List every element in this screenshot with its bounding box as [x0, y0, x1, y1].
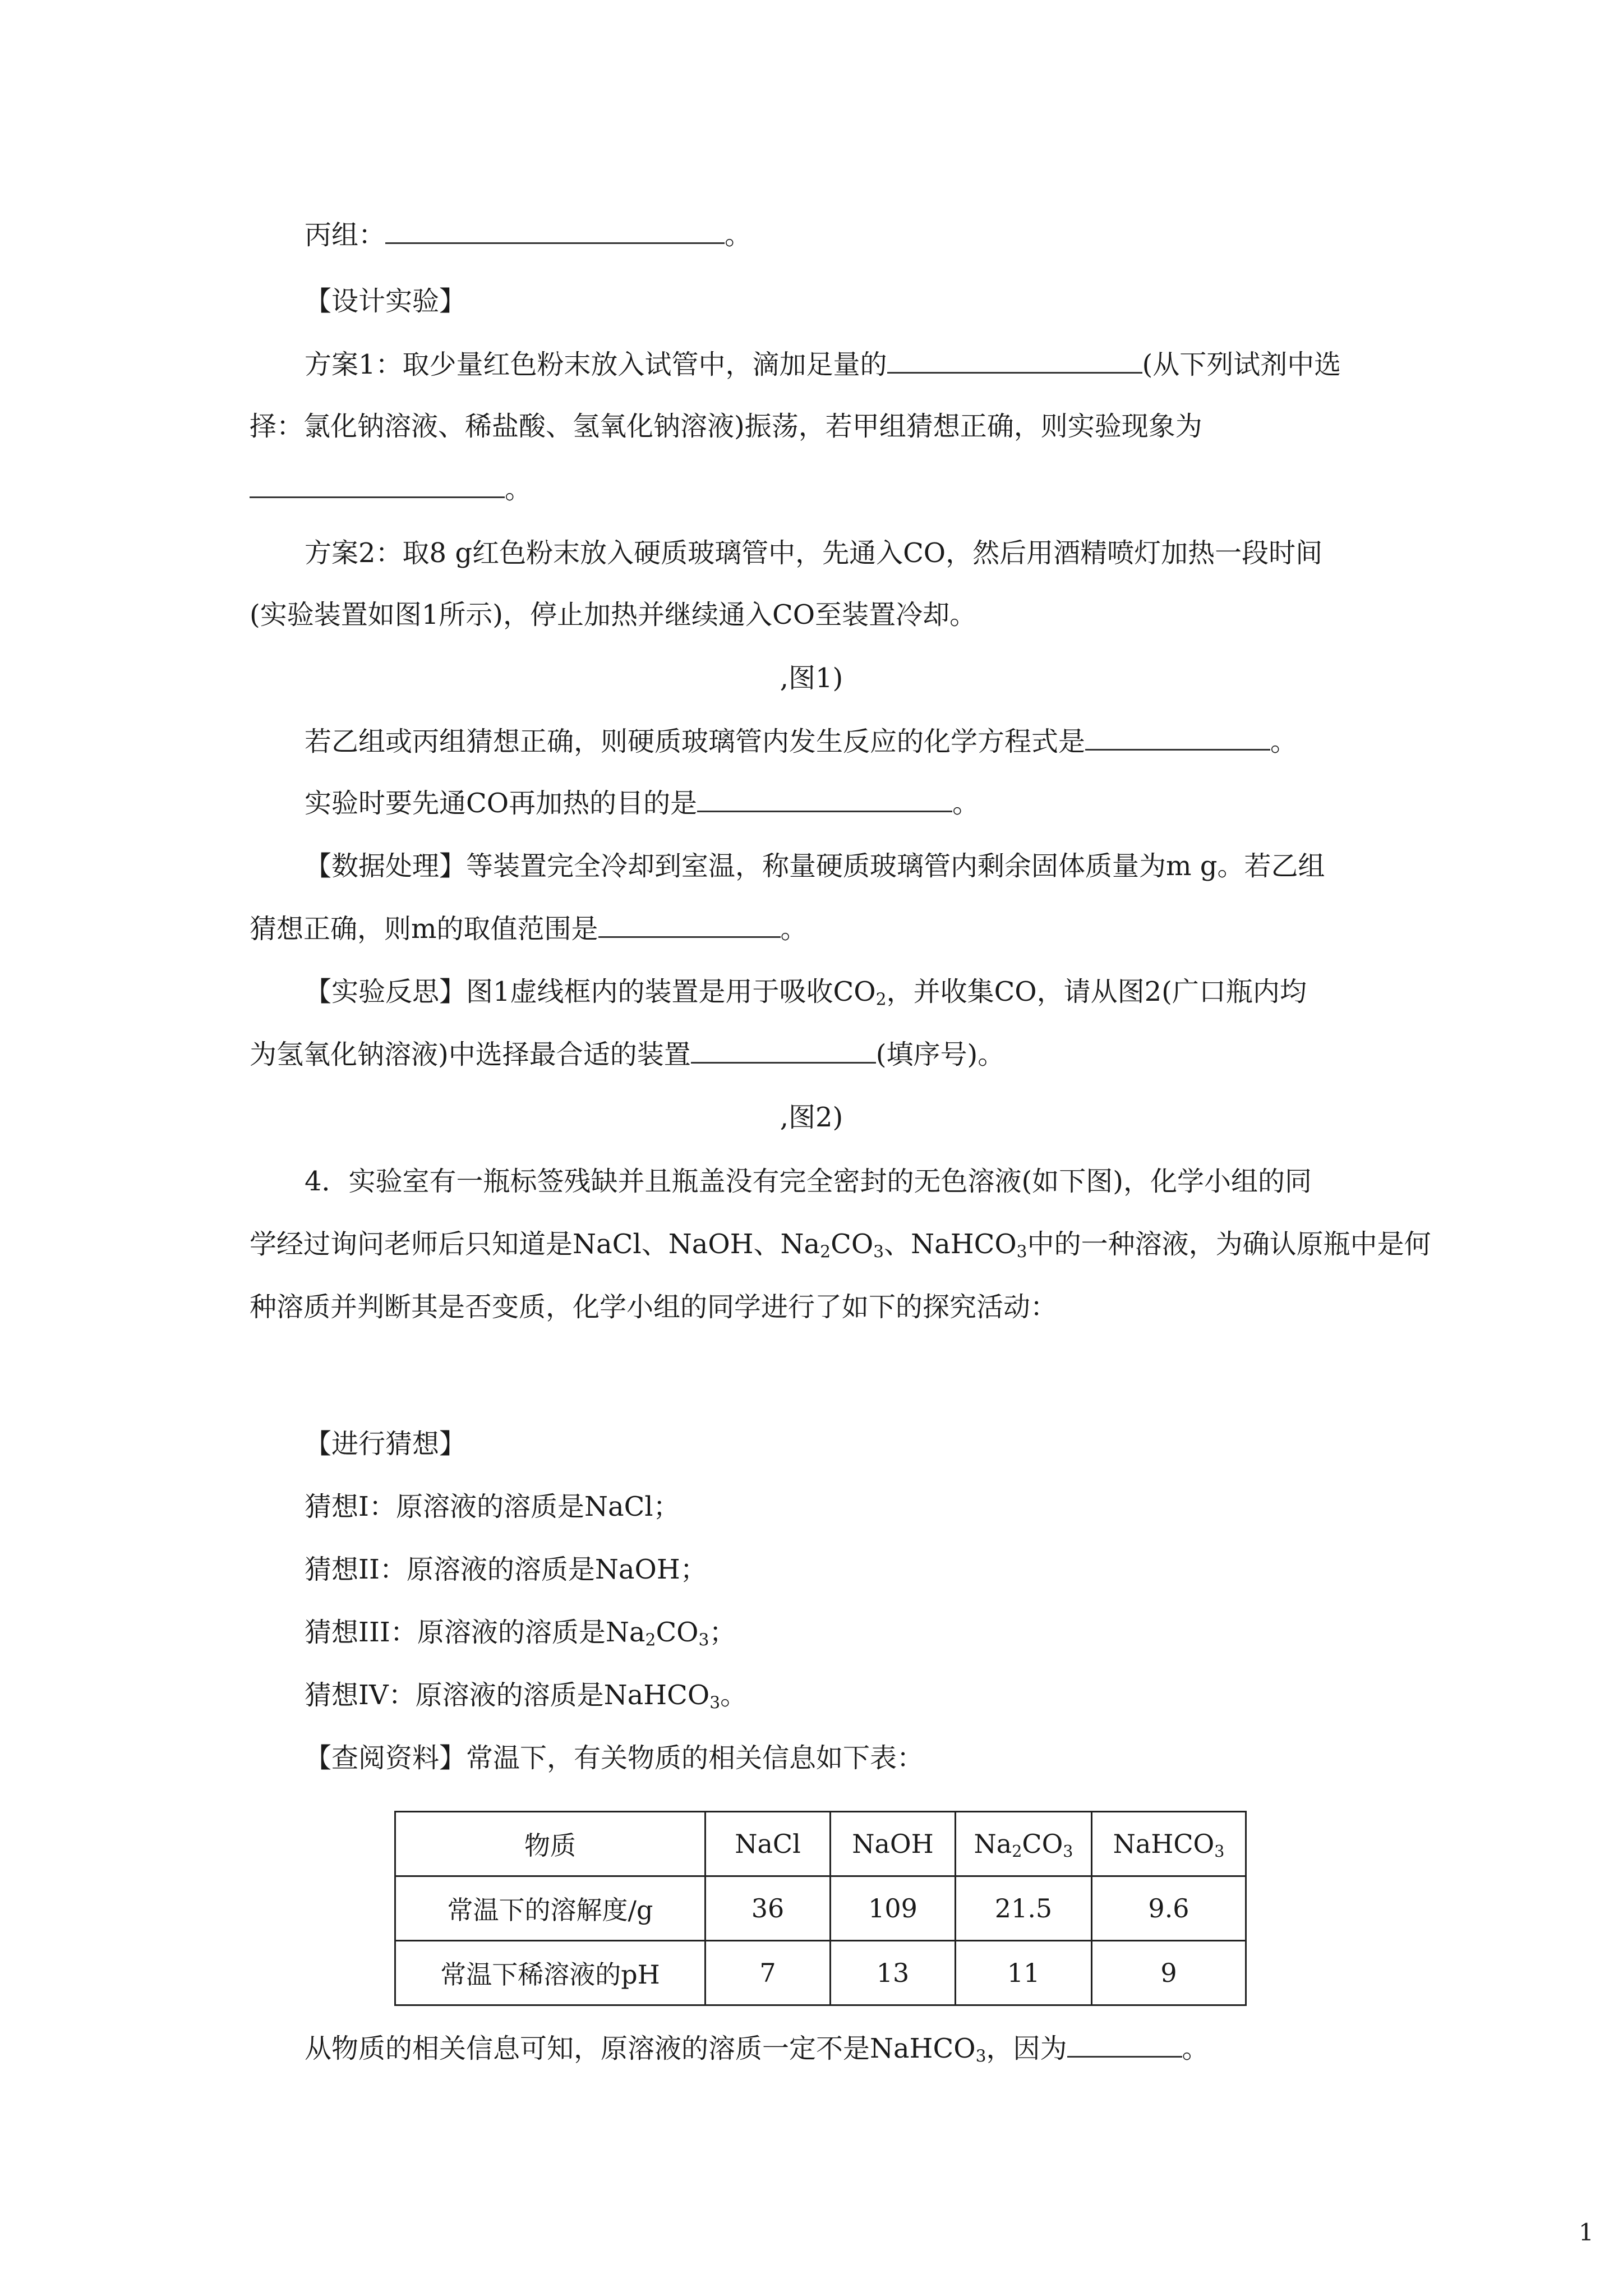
answer-blank[interactable]: [385, 214, 725, 244]
table-cell: 36: [706, 1876, 831, 1941]
text-line: 种溶质并判断其是否变质，化学小组的同学进行了如下的探究活动：: [250, 1291, 1058, 1323]
table-cell: 21.5: [956, 1876, 1092, 1941]
properties-table: [394, 1811, 1247, 2006]
answer-blank[interactable]: [250, 468, 505, 498]
hypothesis-3: 猜想III：原溶液的溶质是$Na_2CO_3$；: [305, 1617, 736, 1650]
label: 丙组：: [305, 219, 386, 251]
table-row: [395, 1941, 1246, 2005]
table-cell: 9: [1092, 1941, 1246, 2005]
answer-blank[interactable]: [1067, 2028, 1182, 2058]
text-line: 实验时要先通CO再加热的目的是 。: [305, 781, 979, 820]
text-line: 猜想正确，则m的取值范围是 。: [250, 907, 808, 946]
text-line: 择：氯化钠溶液、稀盐酸、氢氧化钠溶液)振荡，若甲组猜想正确，则实验现象为: [250, 411, 1202, 442]
text-line: 若乙组或丙组猜想正确，则硬质玻璃管内发生反应的化学方程式是 。: [305, 720, 1297, 758]
section-heading-design: 【设计实验】: [305, 286, 467, 317]
text-line: 4．实验室有一瓶标签残缺并且瓶盖没有完全密封的无色溶液(如下图)，化学小组的同: [305, 1166, 1312, 1197]
table-cell: 常温下的溶解度/g: [395, 1876, 706, 1941]
table-row: [395, 1876, 1246, 1941]
text-line: 方案1：取少量红色粉末放入试管中，滴加足量的 (从下列试剂中选: [305, 343, 1341, 381]
table-cell: 7: [706, 1941, 831, 2005]
hypothesis-4: 猜想IV：原溶液的溶质是NaHCO$_3$。: [305, 1680, 748, 1713]
section-heading-reference: 【查阅资料】常温下，有关物质的相关信息如下表：: [305, 1742, 924, 1774]
table-cell: 11: [956, 1941, 1092, 2005]
text-line-bingzu: 丙组： 。: [305, 213, 751, 252]
hypothesis-1: 猜想I：原溶液的溶质是NaCl；: [305, 1491, 680, 1522]
answer-blank[interactable]: [598, 908, 781, 938]
table-cell: NaOH: [831, 1812, 956, 1876]
text-line: (实验装置如图1所示)，停止加热并继续通入CO至装置冷却。: [250, 599, 977, 631]
answer-blank[interactable]: [887, 344, 1142, 374]
text-line: 【数据处理】等装置完全冷却到室温，称量硬质玻璃管内剩余固体质量为m g。若乙组: [305, 850, 1325, 882]
table-cell: 109: [831, 1876, 956, 1941]
table-cell: 9.6: [1092, 1876, 1246, 1941]
table-cell: 13: [831, 1941, 956, 2005]
table-cell: 常温下稀溶液的pH: [395, 1941, 706, 2005]
page-number: 1: [1579, 2219, 1594, 2246]
figure-2-caption: ,图2): [780, 1102, 843, 1133]
text-line: 为氢氧化钠溶液)中选择最合适的装置 (填序号)。: [250, 1033, 1004, 1071]
figure-1-caption: ,图1): [780, 662, 843, 694]
section-heading-hypothesis: 【进行猜想】: [305, 1428, 467, 1460]
table-cell: 物质: [395, 1812, 706, 1876]
table-cell: $Na_2CO_3$: [956, 1812, 1092, 1876]
table-cell: NaCl: [706, 1812, 831, 1876]
text-line: 方案2：取8 g红色粉末放入硬质玻璃管中，先通入CO，然后用酒精喷灯加热一段时间: [305, 537, 1323, 569]
answer-blank[interactable]: [1085, 721, 1270, 751]
table-header-row: [395, 1812, 1246, 1876]
table-cell: NaHCO$_3$: [1092, 1812, 1246, 1876]
text-line: 从物质的相关信息可知，原溶液的溶质一定不是NaHCO$_3$，因为 。: [305, 2027, 1209, 2065]
hypothesis-2: 猜想II：原溶液的溶质是NaOH；: [305, 1554, 707, 1585]
answer-blank[interactable]: [691, 1034, 876, 1064]
text-line: 【实验反思】图1虚线框内的装置是用于吸收$CO_2$，并收集CO，请从图2(广口瓶内均: [305, 976, 1307, 1010]
text-line: 。: [250, 467, 532, 506]
text-line: 学经过询问老师后只知道是NaCl、NaOH、$Na_2CO_3$、NaHCO$_3$中的一种溶液，为确认原瓶中是何: [250, 1228, 1431, 1262]
answer-blank[interactable]: [697, 783, 952, 812]
